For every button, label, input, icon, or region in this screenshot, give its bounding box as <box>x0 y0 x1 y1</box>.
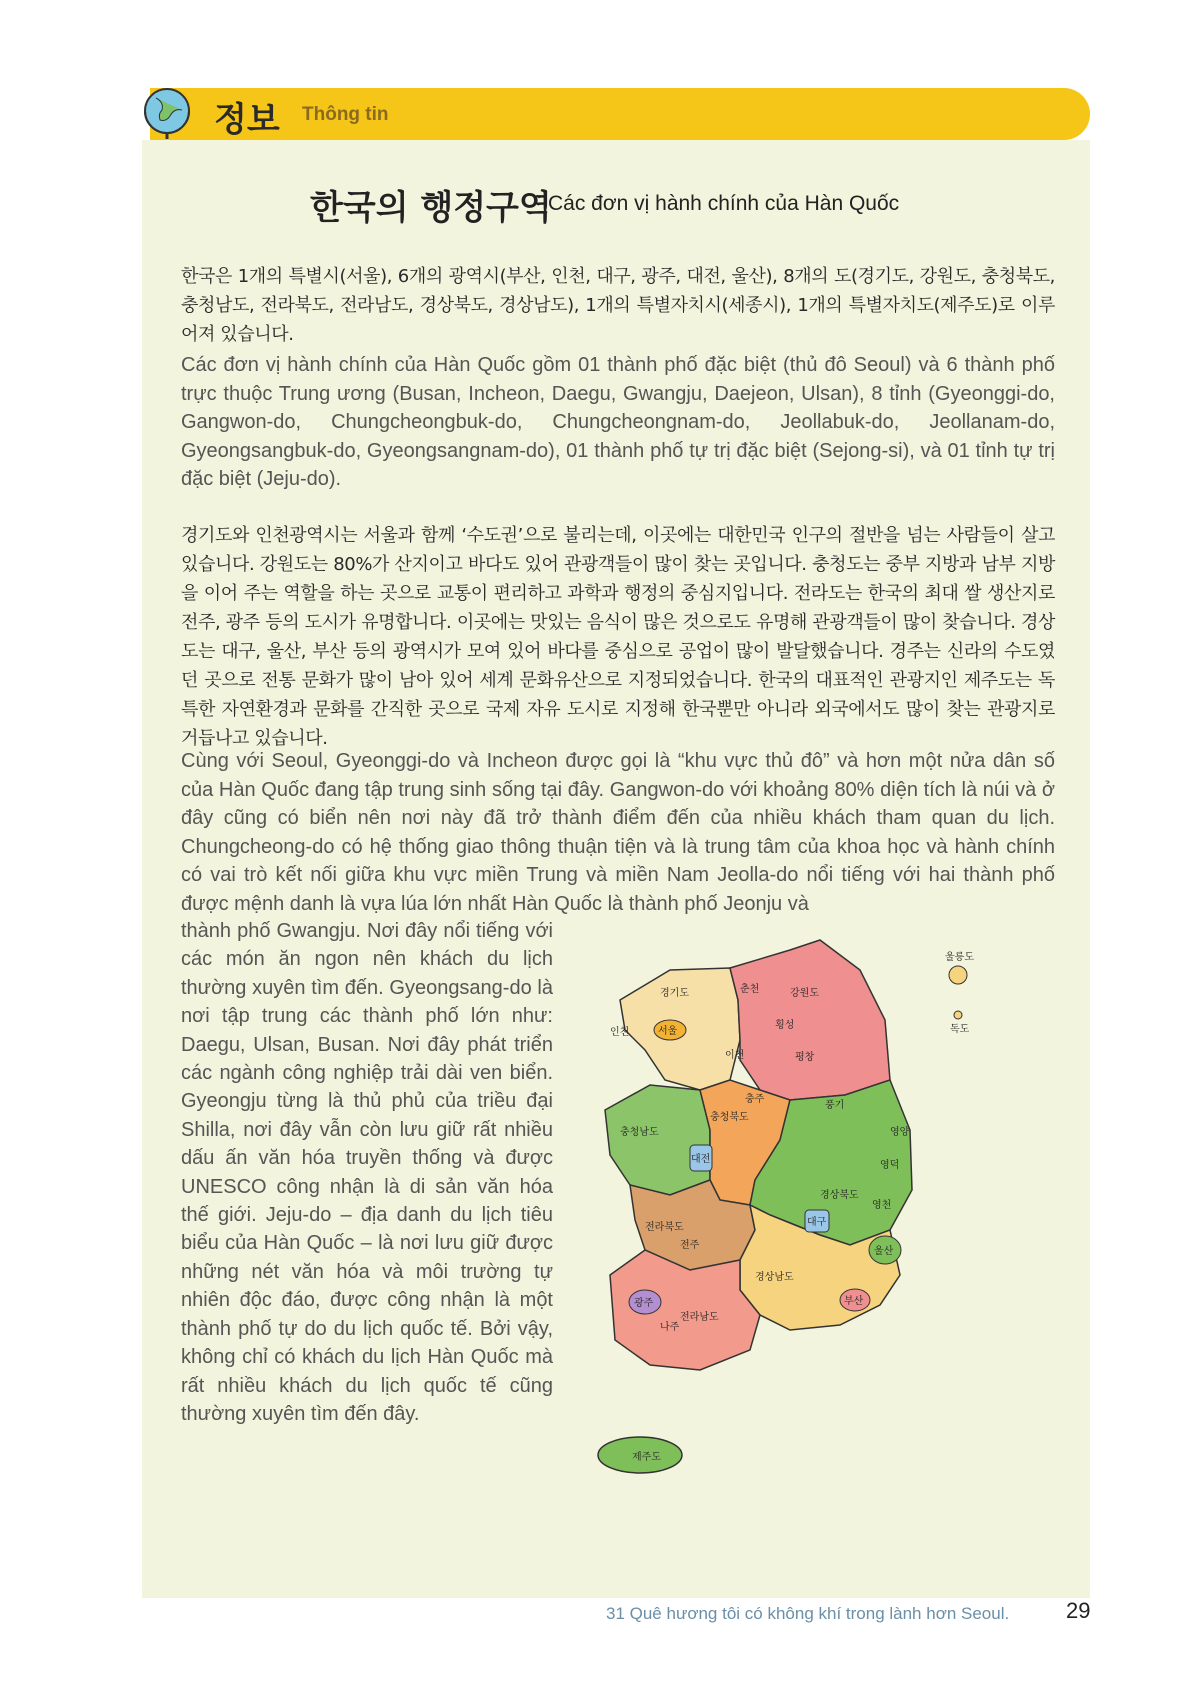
article-title-vi: Các đơn vị hành chính của Hàn Quốc <box>548 192 900 215</box>
map-label-gyeonggi: 경기도 <box>660 988 689 999</box>
map-label-incheon: 인천 <box>610 1027 630 1038</box>
map-label-naju: 나주 <box>660 1322 680 1333</box>
paragraph-1-ko: 한국은 1개의 특별시(서울), 6개의 광역시(부산, 인천, 대구, 광주, 대전, 울산), 8개의 도(경기도, 강원도, 충청북도, 충청남도, 전라북도, 전라남도, 경상북도, 경상남도), 1개의 특별자치시(세종시), 1개의 특별자치도(제주도)로 이루어져 있습니다. <box>181 266 1055 345</box>
map-label-chuncheon: 춘천 <box>740 984 760 995</box>
map-label-dokdo: 독도 <box>950 1024 970 1035</box>
paragraph-3-ko: 경기도와 인천광역시는 서울과 함께 ‘수도권’으로 불리는데, 이곳에는 대한민국 인구의 절반을 넘는 사람들이 살고 있습니다. 강원도는 80%가 산지이고 바다도 있어 관광객들이 많이 찾는 곳입니다. 충청도는 중부 지방과 남부 지방을 이어 주는 역할을 하는 곳으로 교통이 편리하고 과학과 행정의 중심지입니다. 전라도는 한국의 최대 쌀 생산지로 전주, 광주 등의 도시가 유명합니다. 이곳에는 맛있는 음식이 많은 것으로도 유명해 관광객들이 많이 찾습니다. 경상도는 대구, 울산, 부산 등의 광역시가 모여 있어 바다를 중심으로 공업이 많이 발달했습니다. 경주는 신라의 수도였던 곳으로 전통 문화가 많이 남아 있어 세계 문화유산으로 지정되었습니다. 한국의 대표적인 관광지인 제주도는 독특한 자연환경과 문화를 간직한 곳으로 국제 자유 도시로 지정해 한국뿐만 아니라 외국에서도 많이 찾는 관광지로 거듭나고 있습니다. <box>181 525 1055 749</box>
footer-lesson-title: 31 Quê hương tôi có không khí trong lành hơn Seoul. <box>606 1604 1010 1623</box>
korea-administrative-map <box>590 930 990 1570</box>
paragraph-4-vi: Cùng với Seoul, Gyeonggi-do và Incheon được gọi là “khu vực thủ đô” và hơn một nửa dân số của Hàn Quốc đang tập trung sinh sống tại đây. Gangwon-do với khoảng 80% diện tích là núi và ở đây cũng có biển nên nơi này đã trở thành điểm đến của nhiều khách tham quan du lịch. Chungcheong-do có hệ thống giao thông thuận tiện và là trung tâm của khoa học và hành chính có vai trò kết nối giữa khu vực miền Trung và miền Nam Jeolla-do nổi tiếng với hai thành phố được mệnh danh là vựa lúa lớn nhất Hàn Quốc là thành phố Jeonju và <box>181 750 1055 915</box>
map-label-yeongyang: 영양 <box>890 1127 910 1138</box>
map-label-daegu: 대구 <box>807 1217 827 1228</box>
map-label-jeonnam: 전라남도 <box>680 1312 719 1323</box>
map-label-yeongdeok: 영덕 <box>880 1160 900 1171</box>
map-label-jeonbuk: 전라북도 <box>645 1222 684 1233</box>
header-title-ko: 정보 <box>214 100 280 140</box>
globe-icon <box>138 84 196 146</box>
map-label-chungnam: 충청남도 <box>620 1127 659 1138</box>
paragraph-5-vi: thành phố Gwangju. Nơi đây nổi tiếng với các món ăn ngon nên khách du lịch thường xuyên tìm đến. Gyeongsang-do là nơi tập trung các thành phố lớn như: Daegu, Ulsan, Busan. Nơi đây phát triển các ngành công nghiệp trải dài ven biển. Gyeongju từng là thủ phủ của triều đại Shilla, nơi đây vẫn còn lưu giữ rất nhiều dấu ấn văn hóa truyền thống và được UNESCO công nhận là di sản văn hóa thế giới. Jeju-do – địa danh du lịch tiêu biểu của Hàn Quốc – là nơi lưu giữ được những nét văn hóa và môi trường tự nhiên độc đáo, được công nhận là một thành phố tự do du lịch quốc tế. Bởi vậy, không chỉ có khách du lịch Hàn Quốc mà rất nhiều khách du lịch quốc tế cũng thường xuyên tìm đến đây. <box>181 920 553 1425</box>
map-region-chungnam <box>605 1085 710 1195</box>
map-label-jeonju: 전주 <box>680 1240 700 1251</box>
map-label-gyeongbuk: 경상북도 <box>820 1190 859 1201</box>
map-label-daejeon: 대전 <box>691 1154 711 1165</box>
map-label-ulsan: 울산 <box>874 1246 894 1257</box>
map-label-gwangju: 광주 <box>634 1298 654 1309</box>
map-region-gangwon <box>730 940 890 1100</box>
map-label-icheon: 이천 <box>725 1050 745 1061</box>
map-label-gyeongnam: 경상남도 <box>755 1272 794 1283</box>
page-number: 29 <box>1066 1598 1091 1623</box>
section-header-bar <box>150 88 1090 140</box>
map-label-chungju: 충주 <box>745 1094 765 1105</box>
map-label-punggi: 풍기 <box>825 1100 845 1111</box>
article-title-ko: 한국의 행정구역 <box>310 188 552 228</box>
map-label-gangwon: 강원도 <box>790 988 819 999</box>
map-label-jeju: 제주도 <box>632 1452 661 1463</box>
map-label-chungbuk: 충청북도 <box>710 1112 749 1123</box>
map-label-pyeongchang: 평창 <box>795 1052 815 1063</box>
paragraph-2-vi: Các đơn vị hành chính của Hàn Quốc gồm 01 thành phố đặc biệt (thủ đô Seoul) và 6 thành phố trực thuộc Trung ương (Busan, Incheon, Daegu, Gwangju, Daejeon, Ulsan), 8 tỉnh (Gyeonggi-do, Gangwon-do, Chungcheongbuk-do, Chungcheongnam-do, Jeollabuk-do, Jeollanam-do, Gyeongsangbuk-do, Gyeongsangnam-do), 01 thành phố tự trị đặc biệt (Sejong-si), và 01 tỉnh tự trị đặc biệt (Jeju-do). <box>181 354 1055 490</box>
map-label-seoul: 서울 <box>658 1026 678 1037</box>
map-island-ulleungdo <box>949 966 967 984</box>
map-island-dokdo <box>954 1011 962 1019</box>
map-label-busan: 부산 <box>844 1296 864 1307</box>
map-label-yeongcheon: 영천 <box>872 1200 892 1211</box>
map-label-hoengseong: 횡성 <box>775 1020 795 1031</box>
header-title-vi: Thông tin <box>302 104 389 125</box>
map-label-ulleungdo: 울릉도 <box>945 952 974 963</box>
